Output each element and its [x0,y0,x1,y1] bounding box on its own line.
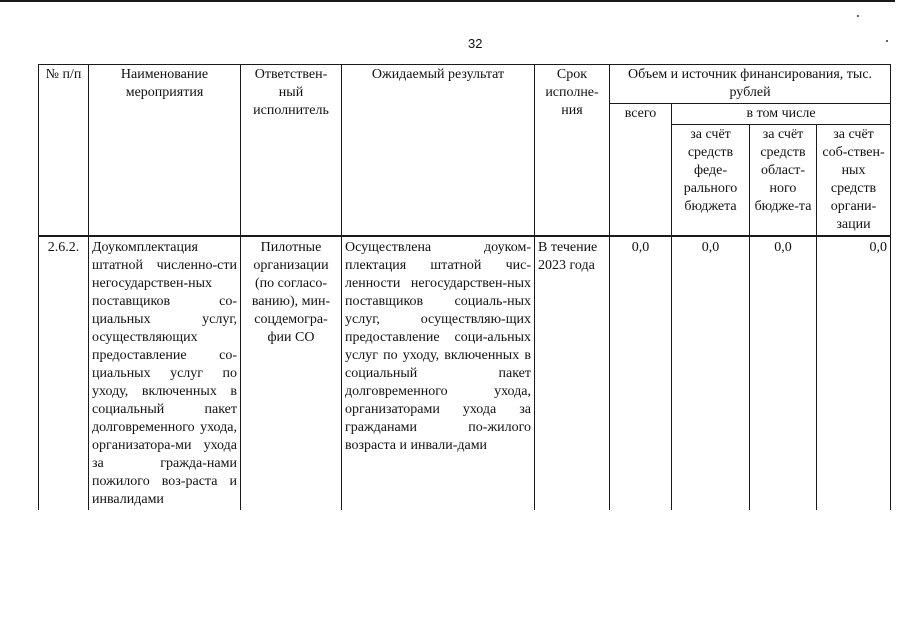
row-executor: Пилотные организации (по согласо-ванию), мин-соцдемогра-фии СО [241,236,342,510]
row-term: В течение 2023 года [535,236,610,510]
header-name: Наименование мероприятия [89,65,241,237]
header-total: всего [610,104,672,237]
header-num: № п/п [39,65,89,237]
table-row [39,236,891,510]
header-including: в том числе [672,104,891,125]
action-plan-table [38,64,891,510]
row-num: 2.6.2. [39,236,89,510]
header-term: Срок исполне-ния [535,65,610,237]
row-federal: 0,0 [672,236,750,510]
row-total: 0,0 [610,236,672,510]
page-number: 32 [468,36,483,51]
scan-speck [857,15,859,17]
scan-speck [886,40,888,42]
header-own: за счёт соб-ствен-ных средств органи-зации [817,125,891,237]
header-executor: Ответствен-ный исполнитель [241,65,342,237]
row-name: Доукомплектация штатной численно-сти негосударствен-ных поставщиков со-циальных услуг, осуществляющих предоставление со-циальных услуг по уходу, включенных в социальный пакет долговременного ухода, организатора-ми ухода за гражда-нами пожилого воз-раста и инвалидами [89,236,241,510]
header-finance: Объем и источник финансирования, тыс. рублей [610,65,891,104]
row-result: Осуществлена доуком-плектация штатной чис-ленности негосударствен-ных поставщиков социаль-ных услуг, осуществляю-щих предоставление соци-альных услуг по уходу, включенных в социальный пакет долговременного ухода, организаторами ухода за гражданами по-жилого возраста и инвали-дами [342,236,535,510]
row-regional: 0,0 [750,236,817,510]
header-row-1 [39,65,891,104]
header-result: Ожидаемый результат [342,65,535,237]
row-own: 0,0 [817,236,891,510]
header-federal: за счёт средств феде-рального бюджета [672,125,750,237]
header-regional: за счёт средств област-ного бюдже-та [750,125,817,237]
top-rule [0,0,895,2]
